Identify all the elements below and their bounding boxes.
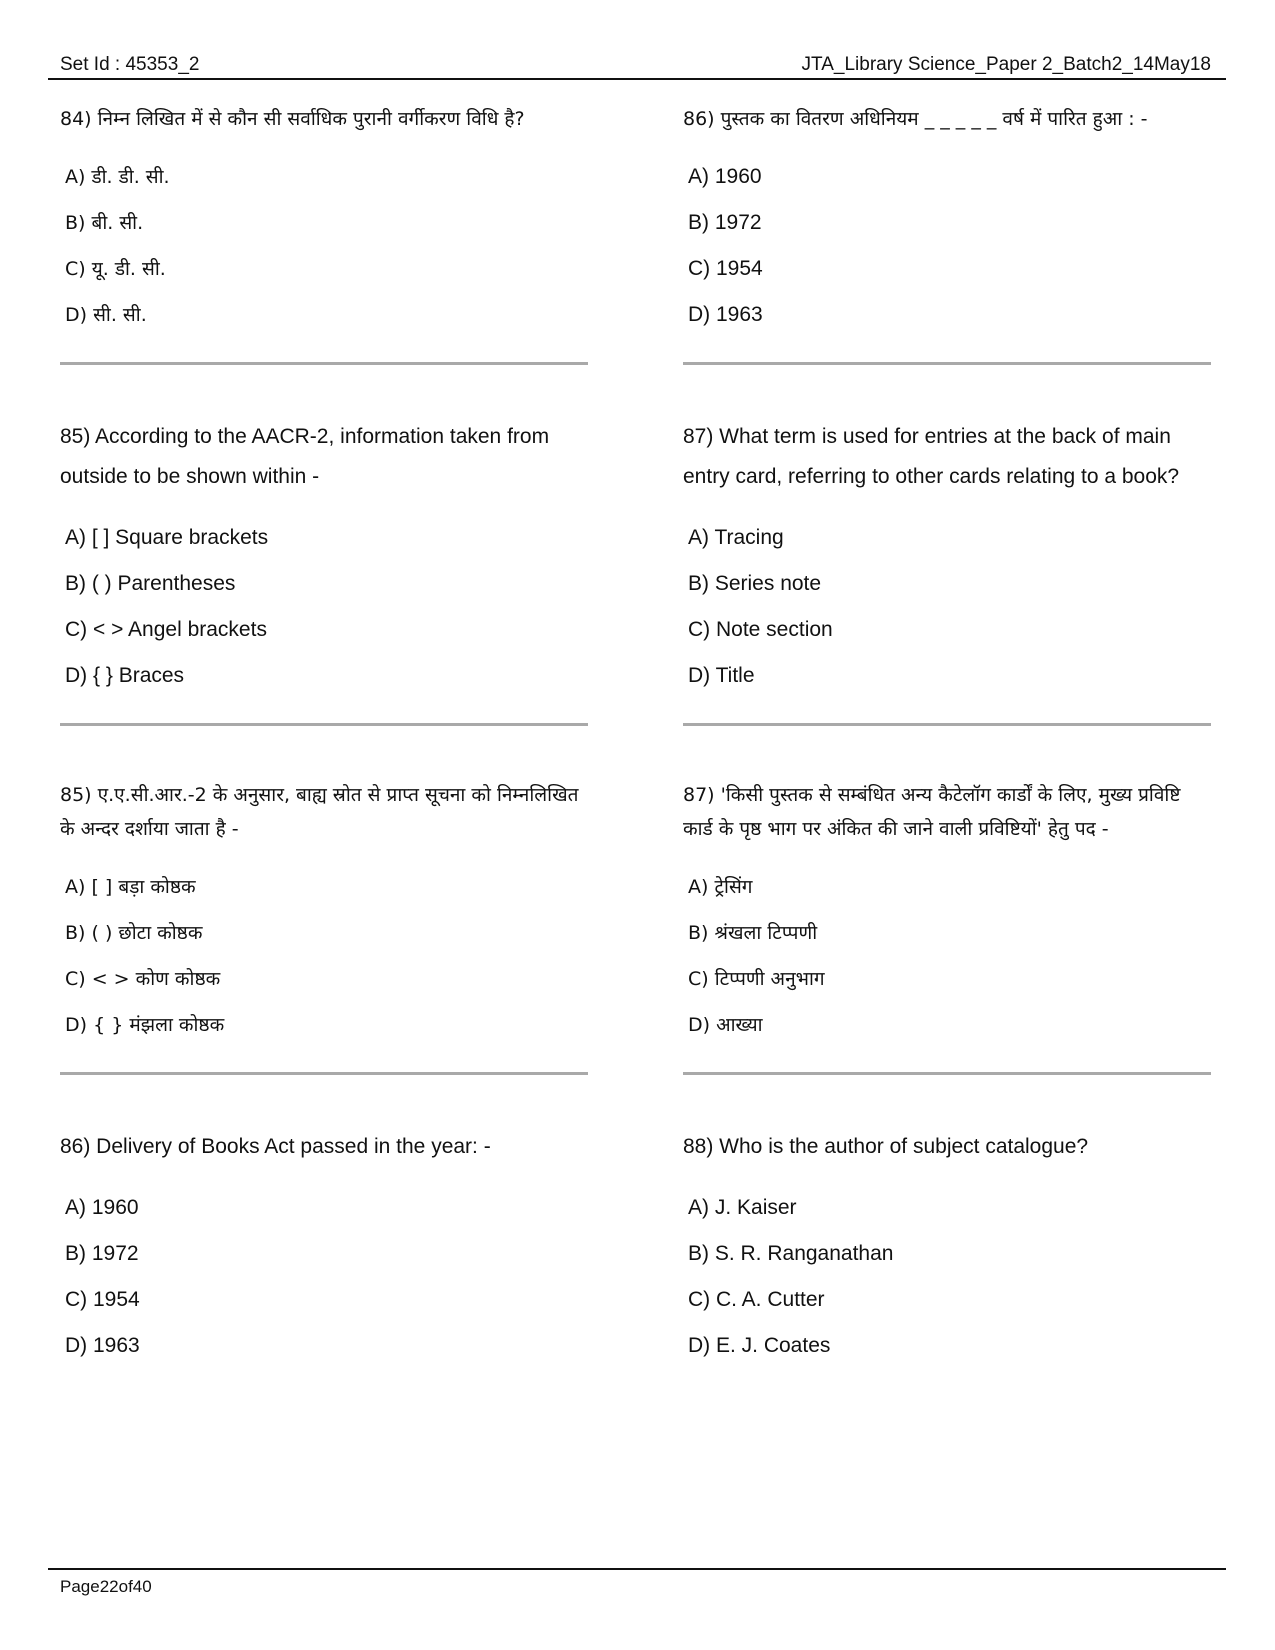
option-b: B) बी. सी. — [65, 212, 144, 234]
question-divider — [60, 1072, 588, 1075]
question-86-hi — [683, 102, 1211, 338]
question-87-hi — [683, 778, 1211, 1048]
option-a: A) 1960 — [688, 165, 762, 188]
header-rule — [48, 78, 1226, 80]
option-a: A) 1960 — [65, 1196, 139, 1219]
option-a: A) [ ] Square brackets — [65, 526, 269, 549]
options-list — [683, 1185, 1211, 1369]
question-text: 85) According to the AACR-2, information taken from outside to be shown within - — [60, 425, 550, 488]
question-text: 87) 'किसी पुस्तक से सम्बंधित अन्य कैटेलॉग कार्डों के लिए, मुख्य प्रविष्टि कार्ड के पृष्ठ भाग पर अंकित की जाने वाली प्रविष्टियों' हेतु पद - — [683, 784, 1181, 840]
option-a: A) [ ] बड़ा कोष्ठक — [65, 876, 196, 898]
option-b: B) 1972 — [688, 211, 762, 234]
question-divider — [60, 723, 588, 726]
paper-title: JTA_Library Science_Paper 2_Batch2_14May18 — [801, 54, 1211, 75]
option-a: A) J. Kaiser — [688, 1196, 797, 1219]
options-list — [683, 154, 1211, 338]
option-a: A) Tracing — [688, 526, 784, 549]
options-list — [683, 864, 1211, 1048]
question-divider — [683, 723, 1211, 726]
question-text: 86) Delivery of Books Act passed in the year: - — [60, 1135, 491, 1158]
option-c: C) 1954 — [688, 257, 763, 280]
options-list — [60, 864, 588, 1048]
option-c: C) यू. डी. सी. — [65, 258, 166, 280]
option-b: B) S. R. Ranganathan — [688, 1242, 894, 1265]
left-column — [60, 102, 588, 1369]
option-c: C) Note section — [688, 618, 833, 641]
question-86-en — [60, 1127, 588, 1369]
option-d: D) 1963 — [688, 303, 763, 326]
option-d: D) Title — [688, 664, 755, 687]
option-b: B) श्रंखला टिप्पणी — [688, 922, 818, 944]
option-a: A) ट्रेसिंग — [688, 876, 753, 898]
question-85-hi — [60, 778, 588, 1048]
question-87-en — [683, 417, 1211, 699]
page-number: Page22of40 — [60, 1577, 152, 1596]
options-list — [60, 154, 588, 338]
option-c: C) < > कोण कोष्ठक — [65, 968, 221, 990]
question-text: 86) पुस्तक का वितरण अधिनियम _ _ _ _ _ वर्ष में पारित हुआ : - — [683, 108, 1148, 130]
question-88-en — [683, 1127, 1211, 1369]
set-id: Set Id : 45353_2 — [60, 54, 200, 75]
option-a: A) डी. डी. सी. — [65, 166, 170, 188]
option-c: C) 1954 — [65, 1288, 140, 1311]
option-b: B) Series note — [688, 572, 822, 595]
option-d: D) { } Braces — [65, 664, 185, 687]
option-b: B) ( ) Parentheses — [65, 572, 236, 595]
options-list — [683, 515, 1211, 699]
option-d: D) 1963 — [65, 1334, 140, 1357]
question-84-hi — [60, 102, 588, 338]
option-b: B) 1972 — [65, 1242, 139, 1265]
question-85-en — [60, 417, 588, 699]
option-d: D) { } मंझला कोष्ठक — [65, 1014, 225, 1036]
option-c: C) C. A. Cutter — [688, 1288, 825, 1311]
question-divider — [683, 362, 1211, 365]
question-text: 84) निम्न लिखित में से कौन सी सर्वाधिक पुरानी वर्गीकरण विधि है? — [60, 108, 525, 130]
question-text: 85) ए.ए.सी.आर.-2 के अनुसार, बाह्य स्रोत से प्राप्त सूचना को निम्नलिखित के अन्दर दर्शाया जाता है - — [60, 784, 579, 840]
option-c: C) < > Angel brackets — [65, 618, 267, 641]
options-list — [60, 515, 588, 699]
question-text: 88) Who is the author of subject catalogue? — [683, 1135, 1089, 1158]
option-d: D) आख्या — [688, 1014, 763, 1036]
question-divider — [60, 362, 588, 365]
right-column — [683, 102, 1211, 1369]
option-d: D) सी. सी. — [65, 304, 147, 326]
options-list — [60, 1185, 588, 1369]
question-text: 87) What term is used for entries at the back of main entry card, referring to other cards relating to a book? — [683, 425, 1180, 488]
question-divider — [683, 1072, 1211, 1075]
footer-rule — [48, 1568, 1226, 1570]
option-b: B) ( ) छोटा कोष्ठक — [65, 922, 203, 944]
option-d: D) E. J. Coates — [688, 1334, 831, 1357]
option-c: C) टिप्पणी अनुभाग — [688, 968, 825, 990]
